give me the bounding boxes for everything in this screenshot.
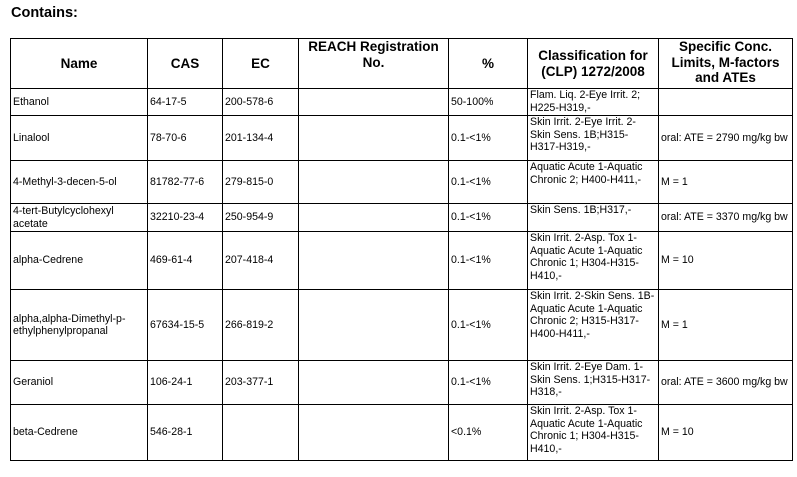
cell-name: Linalool <box>11 116 148 161</box>
cell-limits <box>659 89 793 116</box>
col-header-limits: Specific Conc. Limits, M-factors and ATEs <box>659 39 793 89</box>
cell-limits: M = 10 <box>659 232 793 290</box>
cell-ec <box>223 405 299 461</box>
cell-ec: 266-819-2 <box>223 290 299 361</box>
cell-ec: 201-134-4 <box>223 116 299 161</box>
cell-cas: 546-28-1 <box>148 405 223 461</box>
cell-ec: 207-418-4 <box>223 232 299 290</box>
cell-percent: 0.1-<1% <box>449 116 528 161</box>
cell-reach <box>299 89 449 116</box>
cell-percent: 0.1-<1% <box>449 361 528 405</box>
cell-reach <box>299 232 449 290</box>
section-heading: Contains: <box>11 5 78 21</box>
col-header-percent: % <box>449 39 528 89</box>
table-row <box>11 89 793 116</box>
cell-name: 4-tert-Butylcyclohexyl acetate <box>11 204 148 232</box>
cell-cas: 469-61-4 <box>148 232 223 290</box>
cell-name: 4-Methyl-3-decen-5-ol <box>11 161 148 204</box>
cell-cas: 81782-77-6 <box>148 161 223 204</box>
table-row <box>11 116 793 161</box>
cell-reach <box>299 361 449 405</box>
cell-reach <box>299 204 449 232</box>
cell-percent: 0.1-<1% <box>449 204 528 232</box>
cell-limits: oral: ATE = 3370 mg/kg bw <box>659 204 793 232</box>
cell-ec: 279-815-0 <box>223 161 299 204</box>
cell-percent: <0.1% <box>449 405 528 461</box>
cell-limits: oral: ATE = 3600 mg/kg bw <box>659 361 793 405</box>
cell-percent: 0.1-<1% <box>449 232 528 290</box>
cell-limits: M = 10 <box>659 405 793 461</box>
cell-classification: Skin Irrit. 2-Skin Sens. 1B-Aquatic Acute 1-Aquatic Chronic 2; H315-H317-H400-H411,- <box>528 290 659 361</box>
cell-classification: Skin Irrit. 2-Asp. Tox 1-Aquatic Acute 1-Aquatic Chronic 1; H304-H315-H410,- <box>528 405 659 461</box>
cell-name: alpha,alpha-Dimethyl-p-ethylphenylpropanal <box>11 290 148 361</box>
table-row <box>11 290 793 361</box>
cell-name: alpha-Cedrene <box>11 232 148 290</box>
cell-classification: Skin Irrit. 2-Eye Irrit. 2-Skin Sens. 1B;H315-H317-H319,- <box>528 116 659 161</box>
header-row <box>11 39 793 89</box>
cell-percent: 0.1-<1% <box>449 290 528 361</box>
col-header-reach: REACH Registration No. <box>299 39 449 89</box>
cell-reach <box>299 405 449 461</box>
cell-cas: 78-70-6 <box>148 116 223 161</box>
cell-limits: M = 1 <box>659 290 793 361</box>
ingredients-table <box>10 38 793 461</box>
cell-classification: Aquatic Acute 1-Aquatic Chronic 2; H400-H411,- <box>528 161 659 204</box>
cell-cas: 106-24-1 <box>148 361 223 405</box>
table-row <box>11 161 793 204</box>
cell-reach <box>299 290 449 361</box>
cell-cas: 67634-15-5 <box>148 290 223 361</box>
cell-reach <box>299 161 449 204</box>
cell-percent: 0.1-<1% <box>449 161 528 204</box>
cell-percent: 50-100% <box>449 89 528 116</box>
table-row <box>11 232 793 290</box>
cell-limits: oral: ATE = 2790 mg/kg bw <box>659 116 793 161</box>
cell-limits: M = 1 <box>659 161 793 204</box>
cell-classification: Skin Irrit. 2-Eye Dam. 1-Skin Sens. 1;H315-H317-H318,- <box>528 361 659 405</box>
cell-name: beta-Cedrene <box>11 405 148 461</box>
col-header-name: Name <box>11 39 148 89</box>
table-row <box>11 405 793 461</box>
col-header-ec: EC <box>223 39 299 89</box>
cell-name: Ethanol <box>11 89 148 116</box>
table-row <box>11 204 793 232</box>
cell-classification: Skin Irrit. 2-Asp. Tox 1-Aquatic Acute 1-Aquatic Chronic 1; H304-H315-H410,- <box>528 232 659 290</box>
cell-ec: 203-377-1 <box>223 361 299 405</box>
cell-reach <box>299 116 449 161</box>
cell-cas: 64-17-5 <box>148 89 223 116</box>
col-header-cas: CAS <box>148 39 223 89</box>
cell-cas: 32210-23-4 <box>148 204 223 232</box>
table-row <box>11 361 793 405</box>
cell-ec: 200-578-6 <box>223 89 299 116</box>
cell-name: Geraniol <box>11 361 148 405</box>
cell-classification: Skin Sens. 1B;H317,- <box>528 204 659 232</box>
col-header-classification: Classification for (CLP) 1272/2008 <box>528 39 659 89</box>
cell-ec: 250-954-9 <box>223 204 299 232</box>
cell-classification: Flam. Liq. 2-Eye Irrit. 2; H225-H319,- <box>528 89 659 116</box>
